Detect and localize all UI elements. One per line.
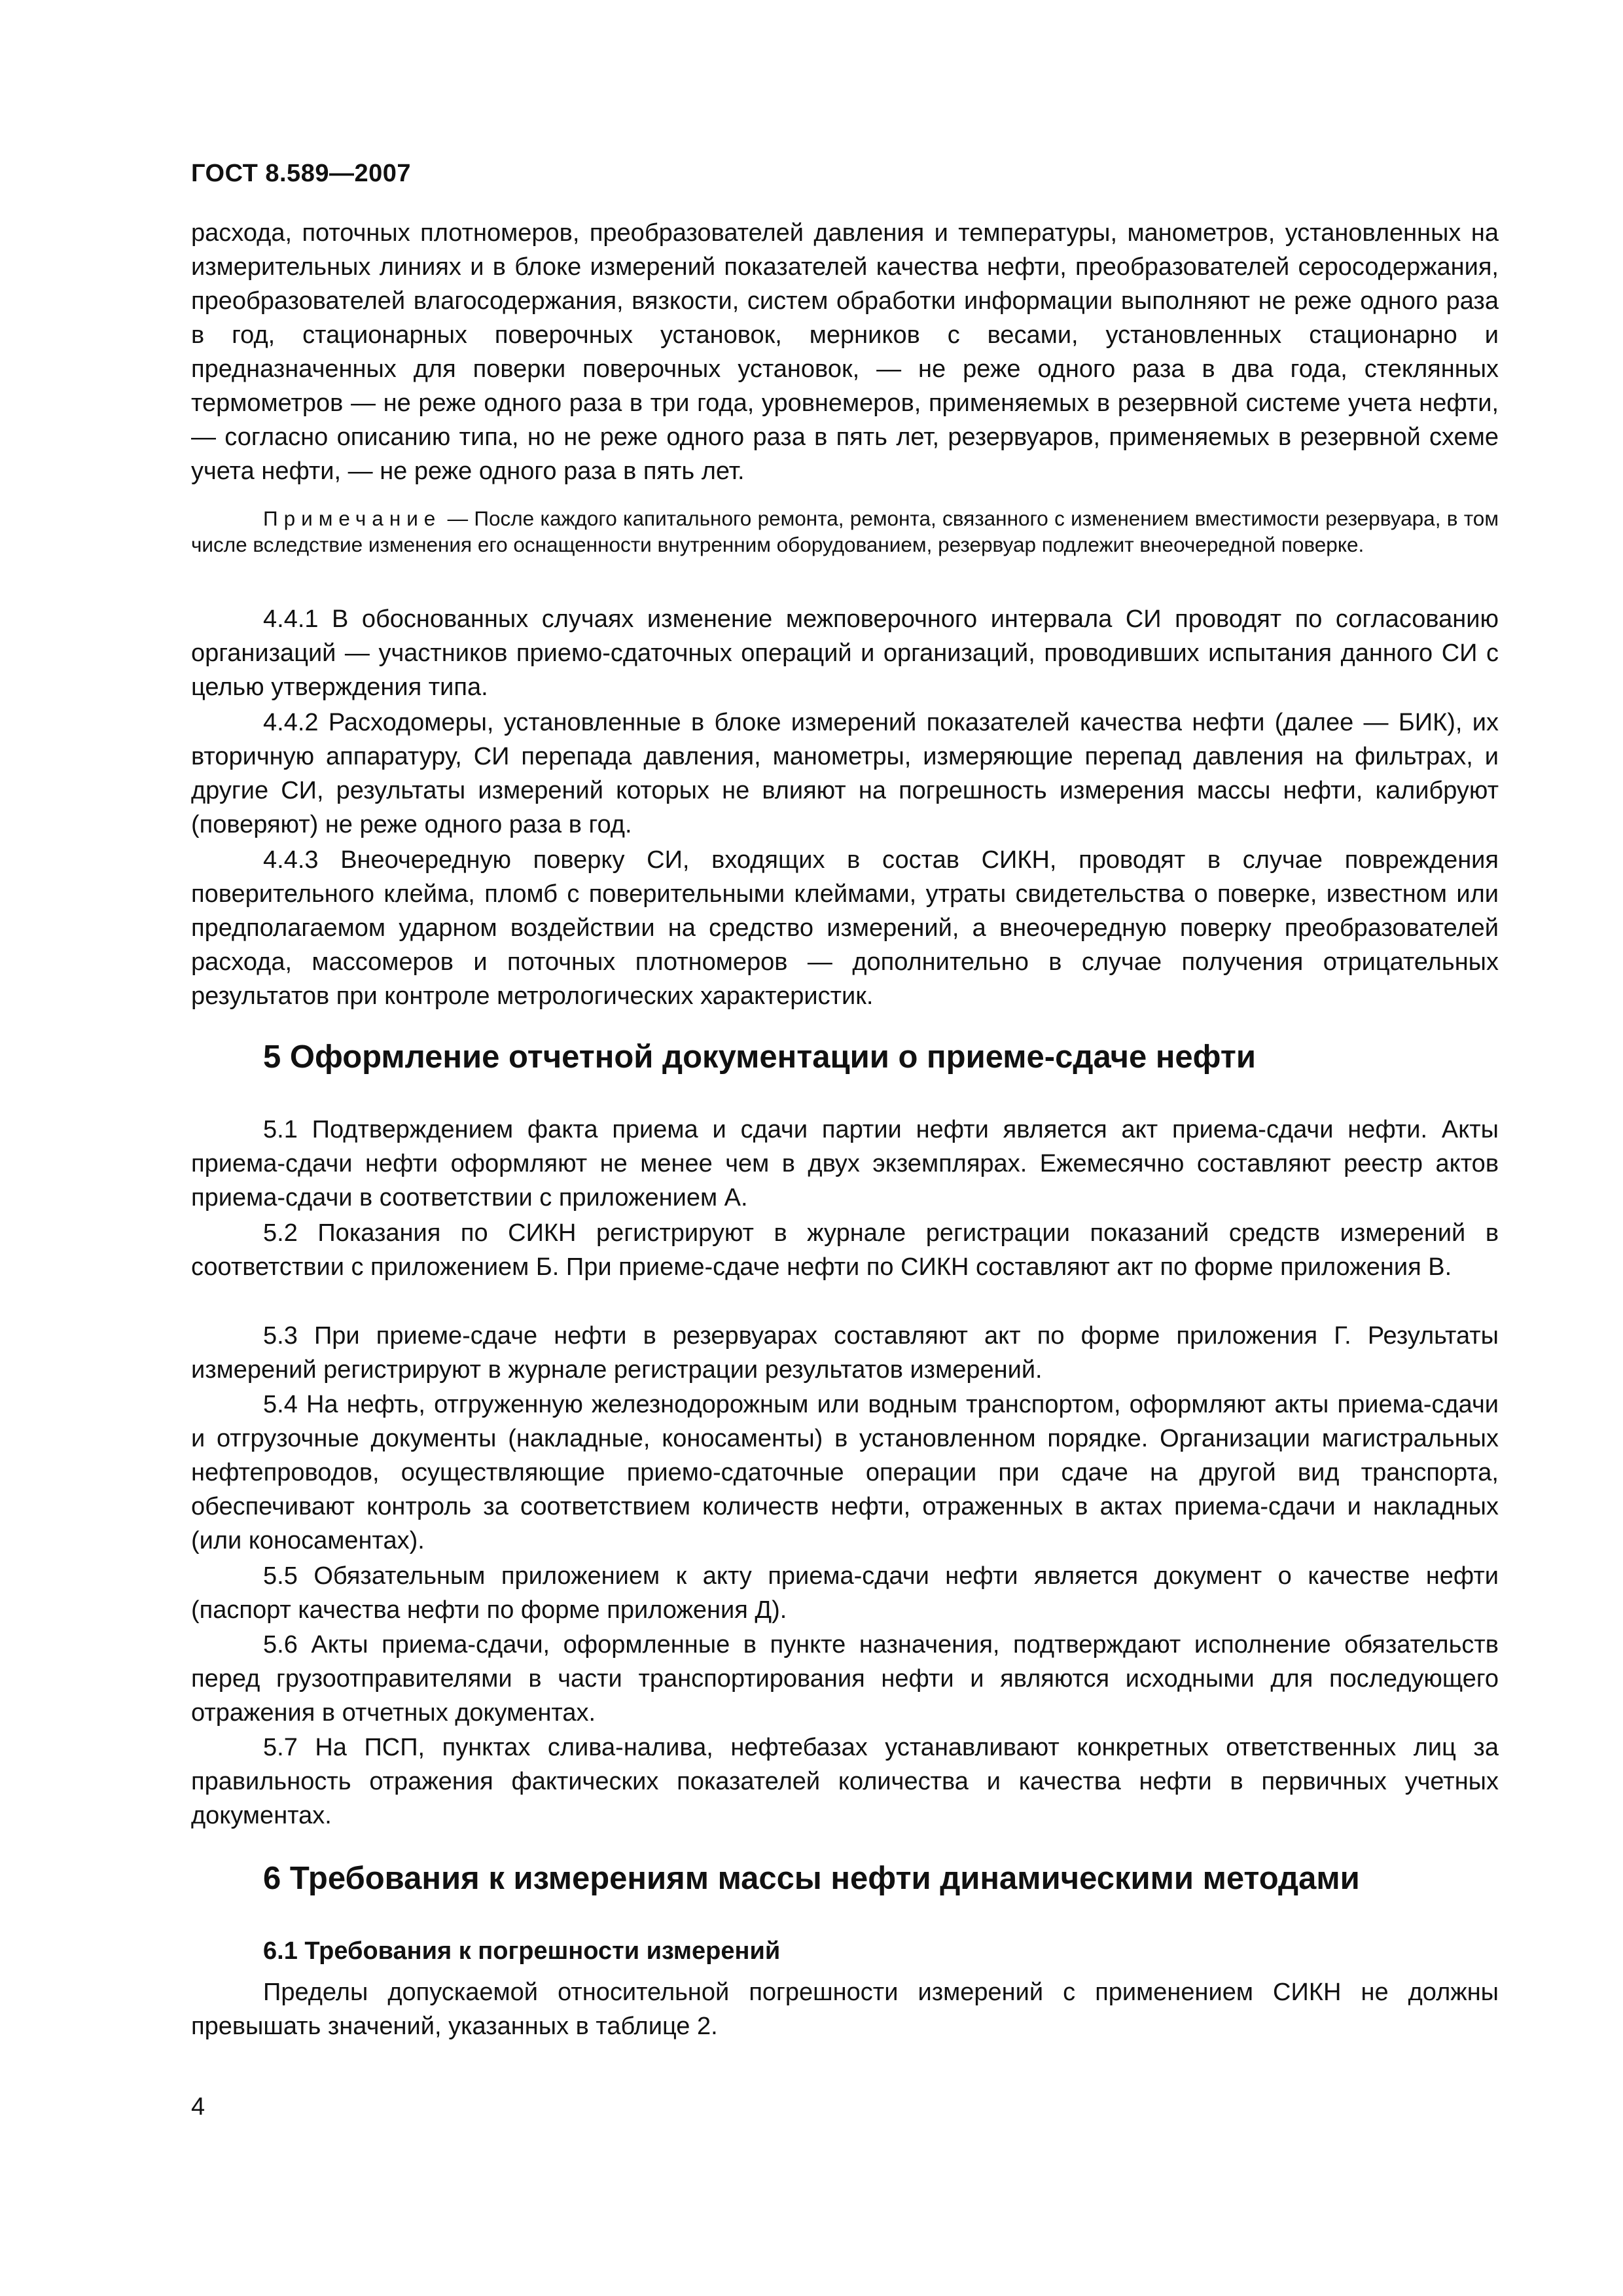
- section-5-title: 5 Оформление отчетной документации о приеме-сдаче нефти: [263, 1039, 1257, 1075]
- paragraph-6-1: Пределы допускаемой относительной погрешности измерений с применением СИКН не должны превышать значений, указанных в таблице 2.: [191, 1979, 1499, 2040]
- paragraph-5-6: 5.6 Акты приема-сдачи, оформленные в пункте назначения, подтверждают исполнение обязательств перед грузоотправителями в части транспортирования нефти и являются исходными для последующего отражения в отчетных документах.: [191, 1631, 1499, 1727]
- note-text: — После каждого капитального ремонта, ремонта, связанного с изменением вместимости резервуара, в том числе вследствие изменения его оснащенности внутренним оборудованием, резервуар подлежит внеочередной поверке.: [191, 507, 1499, 556]
- paragraph-5-4: 5.4 На нефть, отгруженную железнодорожным или водным транспортом, оформляют акты приема-сдачи и отгрузочные документы (накладные, коносаменты) в установленном порядке. Организации магистральных нефтепроводов, осуществляющие приемо-сдаточные операции при сдаче на другой вид транспорта, обеспечивают контроль за соответствием количеств нефти, отраженных в актах приема-сдачи и накладных (или коносаментах).: [191, 1391, 1499, 1554]
- document-header: ГОСТ 8.589—2007: [191, 160, 411, 187]
- paragraph-4-4-3: 4.4.3 Внеочередную поверку СИ, входящих в состав СИКН, проводят в случае повреждения поверительного клейма, пломб с поверительными клеймами, утраты свидетельства о поверке, известном или предполагаемом ударном воздействии на средство измерений, а внеочередную поверку преобразователей расхода, массомеров и поточных плотномеров — дополнительно в случае получения отрицательных результатов при контроле метрологических характеристик.: [191, 846, 1499, 1010]
- paragraph-4-4-2: 4.4.2 Расходомеры, установленные в блоке измерений показателей качества нефти (далее — БИК), их вторичную аппаратуру, СИ перепада давления, манометры, измеряющие перепад давления на фильтрах, и другие СИ, результаты измерений которых не влияют на погрешность измерения массы нефти, калибруют (поверяют) не реже одного раза в год.: [191, 709, 1499, 838]
- paragraph-5-1: 5.1 Подтверждением факта приема и сдачи партии нефти является акт приема-сдачи нефти. Акты приема-сдачи нефти оформляют не менее чем в двух экземплярах. Ежемесячно составляют реестр актов приема-сдачи в соответствии с приложением А.: [191, 1116, 1499, 1211]
- note-label: Примечание: [263, 507, 442, 530]
- note-paragraph: [191, 505, 1499, 558]
- page-number: 4: [191, 2093, 205, 2121]
- subsection-6-1-title: 6.1 Требования к погрешности измерений: [263, 1937, 781, 1965]
- paragraph-5-7: 5.7 На ПСП, пунктах слива-налива, нефтебазах устанавливают конкретных ответственных лиц за правильность отражения фактических показателей количества и качества нефти в первичных учетных документах.: [191, 1734, 1499, 1829]
- section-6-title: 6 Требования к измерениям массы нефти динамическими методами: [263, 1861, 1360, 1896]
- paragraph-5-5: 5.5 Обязательным приложением к акту приема-сдачи нефти является документ о качестве нефти (паспорт качества нефти по форме приложения Д).: [191, 1562, 1499, 1624]
- paragraph-5-3: 5.3 При приеме-сдаче нефти в резервуарах составляют акт по форме приложения Г. Результаты измерений регистрируют в журнале регистрации результатов измерений.: [191, 1322, 1499, 1384]
- paragraph-5-2: 5.2 Показания по СИКН регистрируют в журнале регистрации показаний средств измерений в соответствии с приложением Б. При приеме-сдаче нефти по СИКН составляют акт по форме приложения В.: [191, 1219, 1499, 1281]
- intro-paragraph: расхода, поточных плотномеров, преобразователей давления и температуры, манометров, установленных на измерительных линиях и в блоке измерений показателей качества нефти, преобразователей серосодержания, преобразователей влагосодержания, вязкости, систем обработки информации выполняют не реже одного раза в год, стационарных поверочных установок, мерников с весами, установленных стационарно и предназначенных для поверки поверочных установок, — не реже одного раза в два года, стеклянных термометров — не реже одного раза в три года, уровнемеров, применяемых в резервной системе учета нефти, — согласно описанию типа, но не реже одного раза в пять лет, резервуаров, применяемых в резервной схеме учета нефти, — не реже одного раза в пять лет.: [191, 219, 1499, 485]
- paragraph-4-4-1: 4.4.1 В обоснованных случаях изменение межповерочного интервала СИ проводят по согласованию организаций — участников приемо-сдаточных операций и организаций, проводивших испытания данного СИ с целью утверждения типа.: [191, 605, 1499, 701]
